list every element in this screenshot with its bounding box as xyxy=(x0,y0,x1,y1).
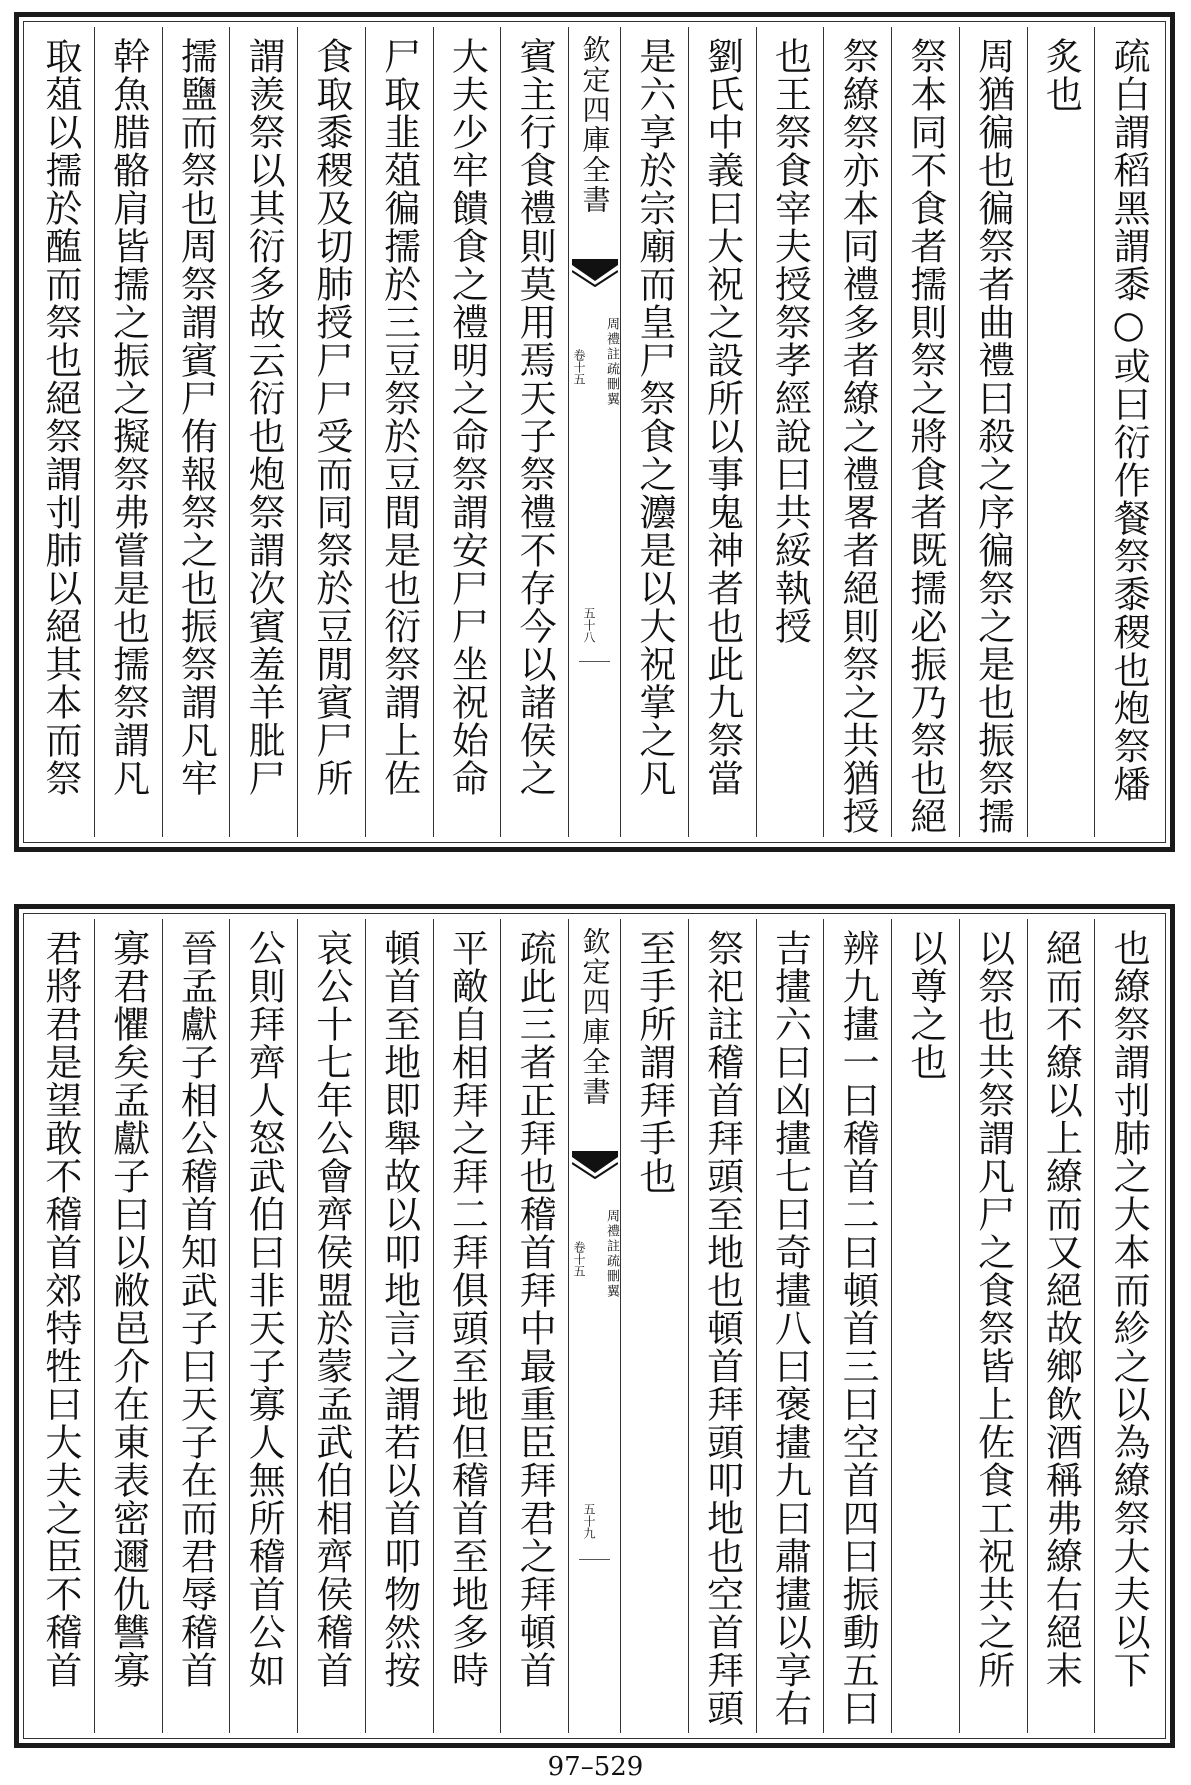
spine-book-title: 周禮註疏刪翼 xyxy=(604,1209,619,1299)
text-column: 食取黍稷及切肺授尸尸受而同祭於豆閒賓尸所 xyxy=(297,27,365,837)
text-column: 頓首至地即舉故以叩地言之謂若以首叩物然按 xyxy=(365,919,433,1733)
text-column: 周猶徧也徧祭者曲禮曰殺之序徧祭之是也振祭擩 xyxy=(959,27,1027,837)
text-column: 尸取韭葅徧擩於三豆祭於豆間是也衍祭謂上佐 xyxy=(365,27,433,837)
text-column: 也繚祭謂刌肺之大本而紾之以為繚祭大夫以下 xyxy=(1094,919,1162,1733)
fishtail-mark-icon xyxy=(572,1151,618,1179)
text-column: 劉氏中義曰大祝之設所以事鬼神者也此九祭當 xyxy=(688,27,756,837)
text-column: 賓主行食禮則莫用焉天子祭禮不存今以諸侯之 xyxy=(500,27,568,837)
bottom-page xyxy=(14,904,1175,1748)
spine-page-number: 五十八 xyxy=(582,607,596,643)
text-column: 祭繚祭亦本同禮多者繚之禮畧者絕則祭之共猶授 xyxy=(823,27,891,837)
text-column: 謂羨祭以其衍多故云衍也炮祭謂次賓羞羊肶尸 xyxy=(229,27,297,837)
spine-page-number: 五十九 xyxy=(582,1503,596,1539)
text-column: 平敵自相拜之拜二拜俱頭至地但稽首至地多時 xyxy=(433,919,501,1733)
text-column: 絕而不繚以上繚而又絕故鄉飲酒稱弗繚右絕末 xyxy=(1027,919,1095,1733)
spine-book-title: 周禮註疏刪翼 xyxy=(604,317,619,407)
text-column: 也王祭食宰夫授祭孝經說曰共綏執授 xyxy=(756,27,824,837)
text-column: 取葅以擩於醢而祭也絕祭謂刌肺以絕其本而祭 xyxy=(38,37,82,797)
text-columns xyxy=(27,27,1162,837)
text-column: 晉孟獻子相公稽首知武子曰天子在而君辱稽首 xyxy=(162,919,230,1733)
page-spine xyxy=(568,919,620,1733)
text-columns xyxy=(27,919,1162,1733)
fishtail-mark-icon xyxy=(572,259,618,287)
text-column: 君將君是望敢不稽首郊特牲曰大夫之臣不稽首 xyxy=(38,929,82,1689)
text-column: 哀公十七年公會齊侯盟於蒙孟武伯相齊侯稽首 xyxy=(297,919,365,1733)
text-column: 祭本同不食者擩則祭之將食者既擩必振乃祭也絕 xyxy=(891,27,959,837)
text-column: 幹魚腊骼肩皆擩之振之擬祭弗嘗是也擩祭謂凡 xyxy=(94,27,162,837)
page-number-footer: 97–529 xyxy=(547,1752,644,1782)
text-column: 以祭也共祭謂凡尸之食祭皆上佐食工祝共之所 xyxy=(959,919,1027,1733)
spine-volume: 卷十五 xyxy=(572,349,586,385)
spine-title: 欽定四庫全書 xyxy=(578,927,612,1107)
spine-volume: 卷十五 xyxy=(572,1241,586,1277)
text-column: 至手所謂拜手也 xyxy=(620,919,688,1733)
text-column: 辨九㩇一曰稽首二曰頓首三曰空首四曰振動五曰 xyxy=(823,919,891,1733)
text-column: 寡君懼矣孟獻子曰以敝邑介在東表密邇仇讐寡 xyxy=(94,919,162,1733)
spine-rule xyxy=(579,661,610,662)
text-column: 吉㩇六曰凶㩇七曰奇㩇八曰褒㩇九曰肅㩇以享右 xyxy=(756,919,824,1733)
text-column: 公則拜齊人怒武伯曰非天子寡人無所稽首公如 xyxy=(229,919,297,1733)
text-column: 是六享於宗廟而皇尸祭食之灋是以大祝掌之凡 xyxy=(620,27,688,837)
text-column: 炙也 xyxy=(1027,27,1095,837)
text-column: 大夫少牢饋食之禮明之命祭謂安尸尸坐祝始命 xyxy=(433,27,501,837)
page-spine xyxy=(568,27,620,837)
text-column: 疏白謂稻黑謂黍○或曰衍作餐祭黍稷也炮祭燔 xyxy=(1094,27,1162,837)
text-column: 擩鹽而祭也周祭謂賓尸侑報祭之也振祭謂凡牢 xyxy=(162,27,230,837)
text-column: 疏此三者正拜也稽首拜中最重臣拜君之拜頓首 xyxy=(500,919,568,1733)
text-column: 以尊之也 xyxy=(891,919,959,1733)
spine-title: 欽定四庫全書 xyxy=(578,35,612,215)
top-page xyxy=(14,12,1175,852)
text-column: 祭祀註稽首拜頭至地也頓首拜頭叩地也空首拜頭 xyxy=(688,919,756,1733)
spine-rule xyxy=(579,1559,610,1560)
